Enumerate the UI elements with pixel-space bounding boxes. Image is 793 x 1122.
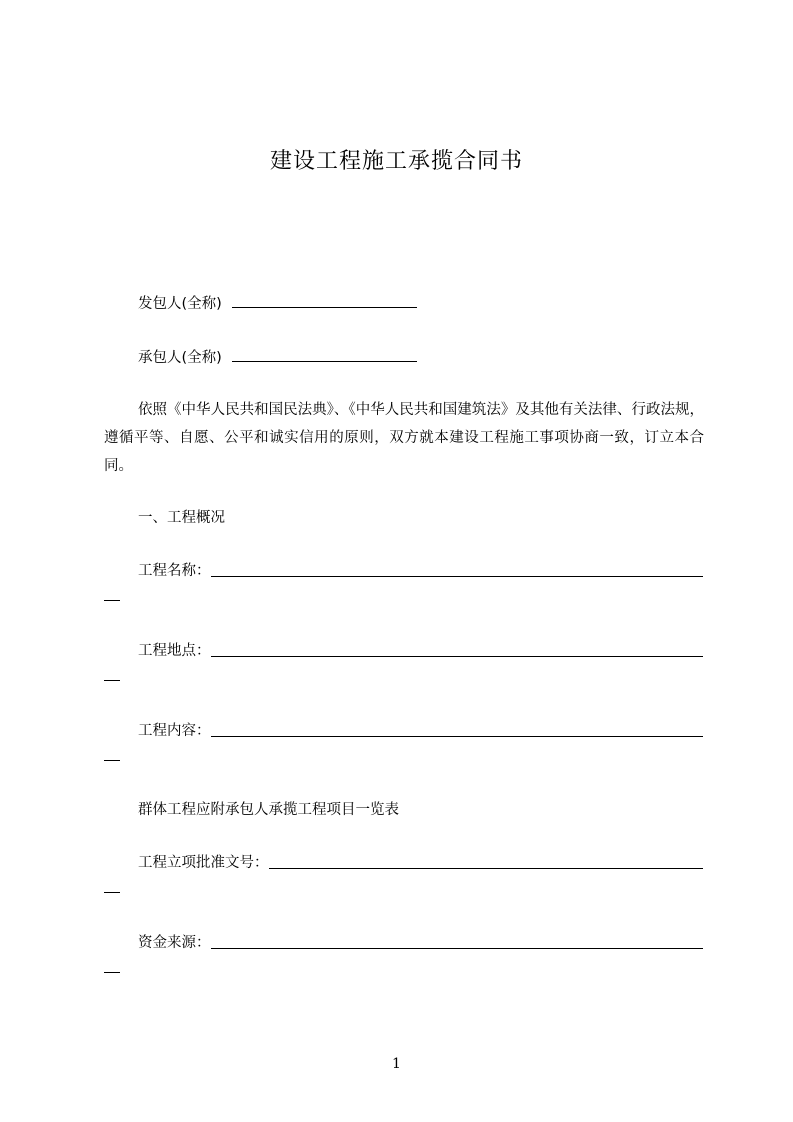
project-location-blank-tail xyxy=(104,680,120,681)
contractor-blank[interactable] xyxy=(232,361,417,362)
page-number: 1 xyxy=(392,1056,401,1072)
project-name-row xyxy=(138,558,703,580)
employer-label: 发包人(全称) xyxy=(138,296,222,312)
approval-number-row xyxy=(138,850,703,872)
approval-number-label: 工程立项批准文号： xyxy=(138,855,269,871)
section-heading-overview: 一、工程概况 xyxy=(138,510,225,526)
project-content-blank[interactable] xyxy=(211,722,704,737)
funding-source-label: 资金来源： xyxy=(138,935,211,951)
project-content-label: 工程内容： xyxy=(138,723,211,739)
employer-blank[interactable] xyxy=(232,307,417,308)
document-title: 建设工程施工承揽合同书 xyxy=(269,149,523,174)
project-location-blank[interactable] xyxy=(211,642,704,657)
funding-source-row xyxy=(138,930,703,952)
contractor-label: 承包人(全称) xyxy=(138,350,222,366)
project-content-blank-tail xyxy=(104,760,120,761)
group-project-note: 群体工程应附承包人承揽工程项目一览表 xyxy=(138,802,399,818)
project-name-blank-tail xyxy=(104,600,120,601)
funding-source-blank-tail xyxy=(104,972,120,973)
project-location-row xyxy=(138,638,703,660)
project-content-row xyxy=(138,718,703,740)
approval-number-blank[interactable] xyxy=(269,854,704,869)
project-name-label: 工程名称： xyxy=(138,563,211,579)
project-location-label: 工程地点： xyxy=(138,643,211,659)
project-name-blank[interactable] xyxy=(211,562,704,577)
funding-source-blank[interactable] xyxy=(211,934,704,949)
intro-paragraph: 依照《中华人民共和国民法典》、《中华人民共和国建筑法》及其他有关法律、行政法规，遵循平等、自愿、公平和诚实信用的原则，双方就本建设工程施工事项协商一致，订立本合同。 xyxy=(104,402,704,474)
approval-number-blank-tail xyxy=(104,892,120,893)
